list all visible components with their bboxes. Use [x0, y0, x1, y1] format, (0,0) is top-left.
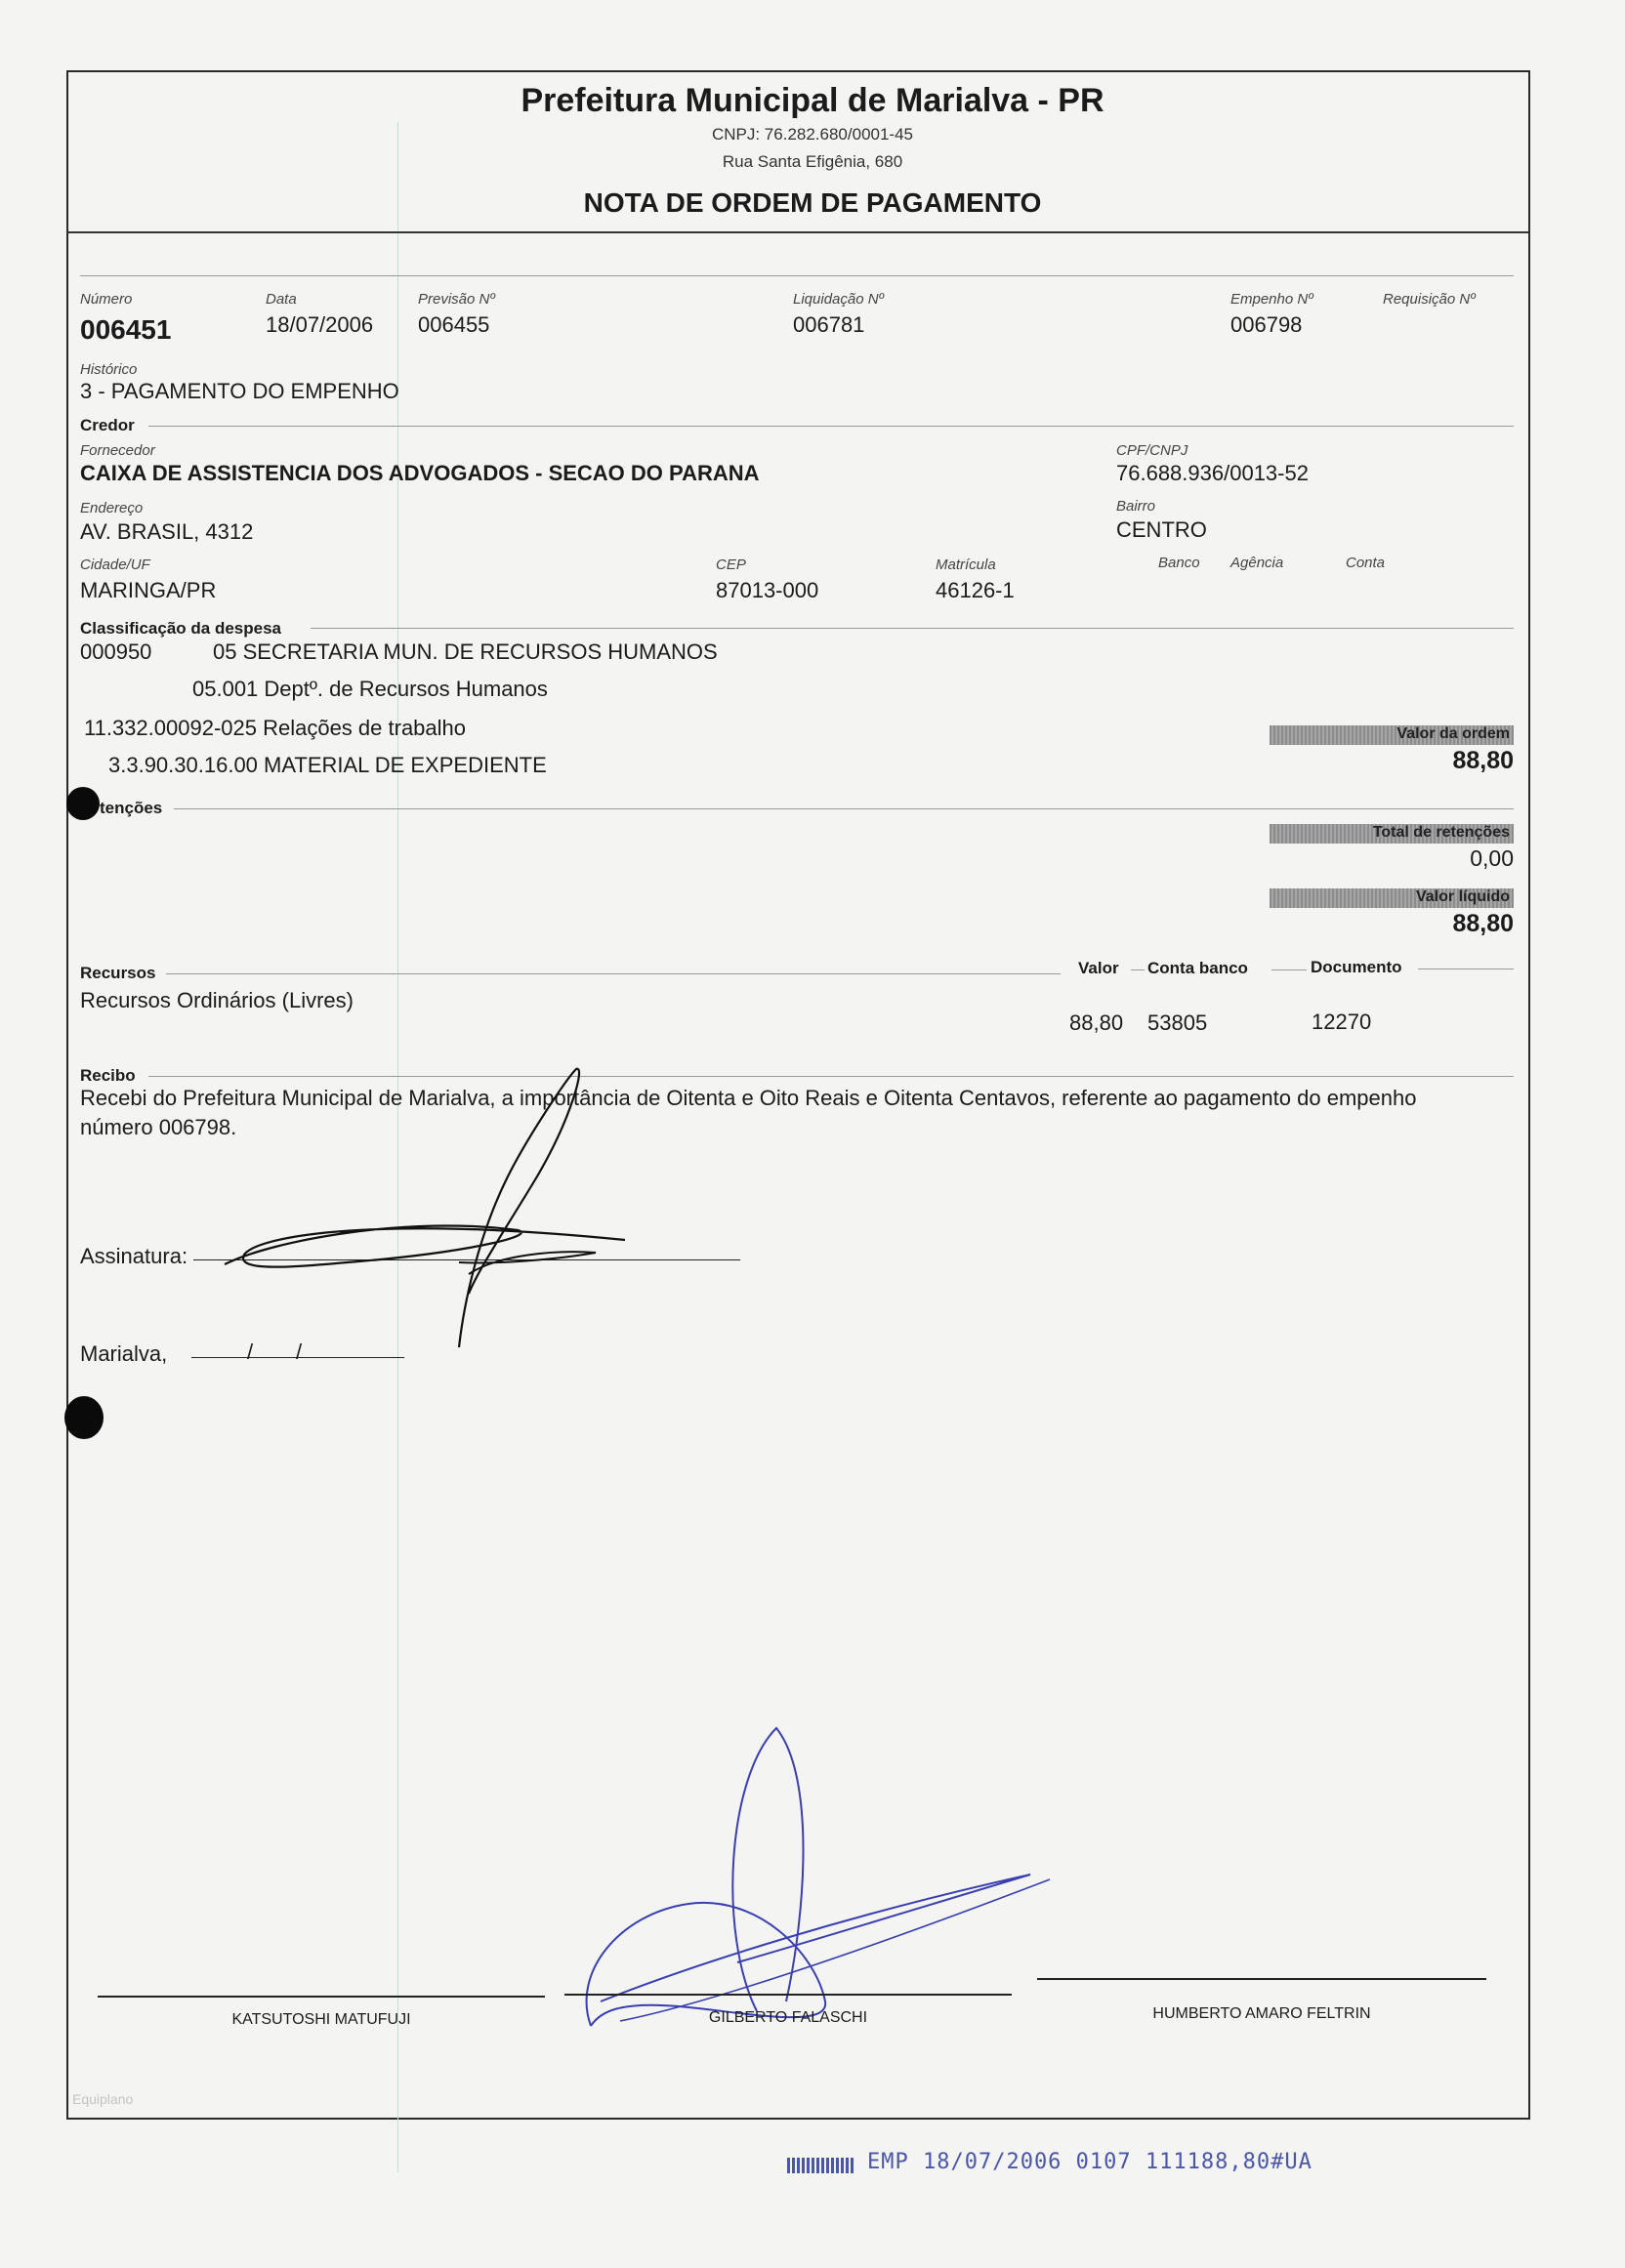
recursos-rule	[166, 973, 1061, 974]
agencia-label: Agência	[1230, 555, 1284, 571]
recursos-documento: 12270	[1312, 1010, 1372, 1034]
signature-name-2: GILBERTO FALASCHI	[708, 2009, 868, 2026]
cpf-label: CPF/CNPJ	[1116, 442, 1188, 459]
conta-label: Conta	[1346, 555, 1386, 571]
credor-section-title: Credor	[80, 416, 135, 434]
classificacao-rule	[311, 628, 1514, 629]
local-label: Marialva,	[80, 1341, 168, 1366]
data-label: Data	[266, 291, 297, 308]
conta-banco-header: Conta banco	[1147, 959, 1248, 977]
total-retencoes-label: Total de retenções	[1372, 824, 1510, 841]
recursos-valor: 88,80	[1069, 1010, 1124, 1035]
liquidacao-label: Liquidação Nº	[793, 291, 885, 308]
municipality-title: Prefeitura Municipal de Marialva - PR	[521, 82, 1104, 119]
bairro-value: CENTRO	[1116, 517, 1207, 542]
cidade-value: MARINGA/PR	[80, 578, 217, 602]
address-text: Rua Santa Efigênia, 680	[722, 152, 903, 171]
data-value: 18/07/2006	[266, 312, 374, 337]
endereco-label: Endereço	[80, 500, 144, 516]
liquidacao-value: 006781	[793, 312, 865, 337]
valor-liquido-value: 88,80	[1452, 910, 1514, 937]
matricula-value: 46126-1	[936, 578, 1015, 602]
fornecedor-value: CAIXA DE ASSISTENCIA DOS ADVOGADOS - SECAO DO PARANA	[80, 461, 760, 485]
banco-label: Banco	[1158, 555, 1200, 571]
historico-value: 3 - PAGAMENTO DO EMPENHO	[80, 379, 399, 403]
recursos-fonte: Recursos Ordinários (Livres)	[80, 988, 354, 1012]
signature-line-3	[1037, 1978, 1486, 1980]
valor-header: Valor	[1078, 959, 1119, 977]
recursos-conta: 53805	[1147, 1010, 1208, 1035]
recibo-section-title: Recibo	[80, 1066, 136, 1085]
valor-ordem-value: 88,80	[1452, 747, 1514, 774]
signature-line-1	[98, 1996, 545, 1998]
classificacao-line2: 05.001 Deptº. de Recursos Humanos	[192, 677, 548, 701]
numero-label: Número	[80, 291, 133, 308]
signature-name-1: KATSUTOSHI MATUFUJI	[231, 2011, 411, 2028]
fornecedor-label: Fornecedor	[80, 442, 155, 459]
empenho-value: 006798	[1230, 312, 1303, 337]
ident-top-rule	[80, 275, 1514, 276]
previsao-value: 006455	[418, 312, 490, 337]
credor-rule	[148, 426, 1514, 427]
valor-ordem-label: Valor da ordem	[1396, 725, 1510, 742]
endereco-value: AV. BRASIL, 4312	[80, 519, 254, 544]
bairro-label: Bairro	[1116, 498, 1156, 515]
blue-signature	[562, 1718, 1060, 2041]
receipt-signature	[186, 1059, 771, 1372]
classificacao-line1: 05 SECRETARIA MUN. DE RECURSOS HUMANOS	[213, 639, 718, 664]
signature-name-3: HUMBERTO AMARO FELTRIN	[1152, 2005, 1371, 2022]
cep-label: CEP	[716, 557, 746, 573]
recibo-line1: Recebi do Prefeitura Municipal de Marialva, a importância de Oitenta e Oito Reais e Oitenta Centavos, referente ao pagamento do empenho	[80, 1086, 1417, 1110]
punch-hole-bottom	[64, 1396, 104, 1439]
punch-hole-top	[66, 787, 100, 820]
recursos-rule-2	[1131, 969, 1145, 970]
header-divider	[66, 231, 1528, 233]
cnpj-text: CNPJ: 76.282.680/0001-45	[711, 125, 914, 144]
total-retencoes-value: 0,00	[1470, 845, 1514, 871]
cpf-value: 76.688.936/0013-52	[1116, 461, 1309, 485]
stamp-barcode	[787, 2158, 855, 2173]
recursos-rule-3	[1271, 969, 1307, 970]
assinatura-label: Assinatura:	[80, 1244, 188, 1268]
classificacao-line4: 3.3.90.30.16.00 MATERIAL DE EXPEDIENTE	[108, 753, 547, 777]
retencoes-rule	[174, 808, 1514, 809]
date-slash-2: /	[296, 1340, 303, 1364]
requisicao-label: Requisição Nº	[1383, 291, 1476, 308]
date-slash-1: /	[247, 1340, 254, 1364]
recibo-line2: número 006798.	[80, 1115, 237, 1139]
cidade-label: Cidade/UF	[80, 557, 150, 573]
valor-liquido-label: Valor líquido	[1415, 888, 1510, 905]
cep-value: 87013-000	[716, 578, 819, 602]
validation-stamp: EMP 18/07/2006 0107 111188,80#UA	[867, 2150, 1312, 2174]
documento-header: Documento	[1311, 958, 1402, 976]
historico-label: Histórico	[80, 361, 138, 378]
recursos-section-title: Recursos	[80, 964, 156, 982]
classificacao-section-title: Classificação da despesa	[80, 619, 282, 638]
software-watermark: Equiplano	[72, 2091, 134, 2107]
empenho-label: Empenho Nº	[1230, 291, 1313, 308]
document-title: NOTA DE ORDEM DE PAGAMENTO	[583, 187, 1042, 218]
classificacao-code: 000950	[80, 639, 152, 664]
retencoes-section-title: tenções	[100, 799, 163, 817]
classificacao-line3: 11.332.00092-025 Relações de trabalho	[84, 716, 467, 740]
matricula-label: Matrícula	[936, 557, 996, 573]
numero-value: 006451	[80, 314, 172, 345]
signature-line-2	[564, 1994, 1012, 1996]
previsao-label: Previsão Nº	[418, 291, 495, 308]
